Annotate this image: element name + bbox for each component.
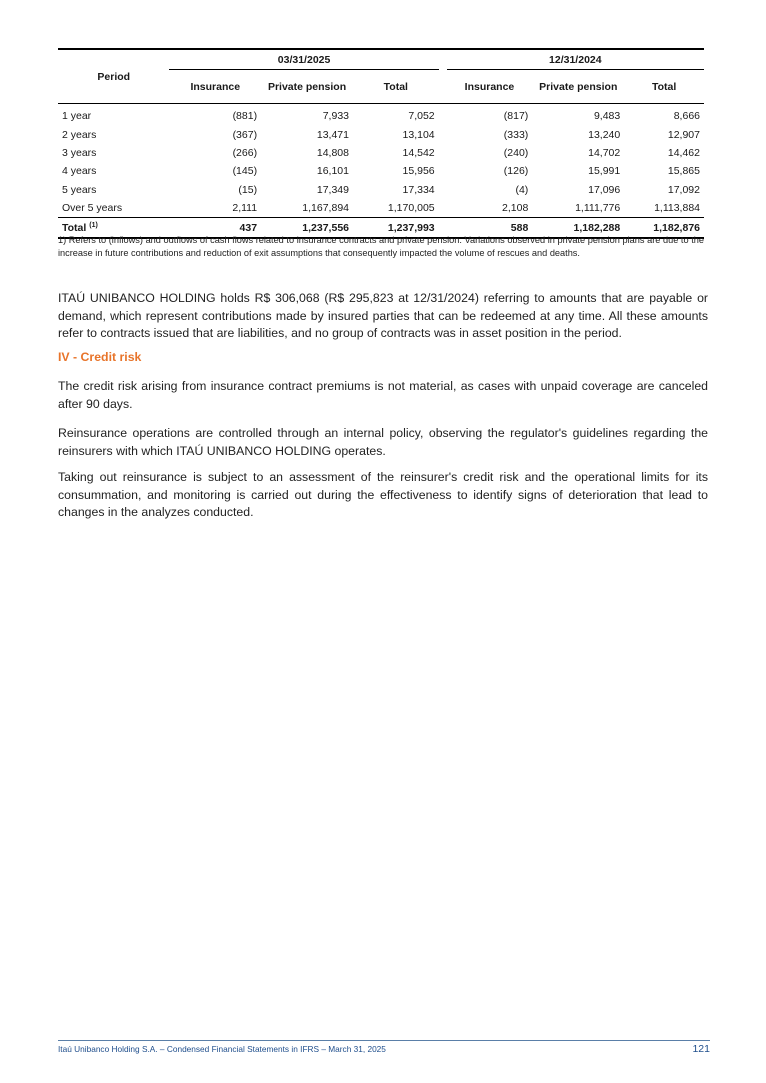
table-cell: 1,182,288 (532, 218, 624, 239)
table-cell: 2,111 (169, 199, 261, 218)
column-header: Total (383, 80, 408, 93)
footnote-mark: (1) (89, 221, 98, 229)
section-heading: IV - Credit risk (58, 350, 142, 364)
table-cell: 1,167,894 (261, 199, 353, 218)
table-row (58, 199, 704, 218)
table-row (58, 162, 704, 180)
table-cell: 1,170,005 (353, 199, 439, 218)
table-cell: 7,933 (322, 110, 349, 123)
table-row (58, 104, 704, 125)
table-cell: 13,104 (402, 128, 435, 141)
table-cell: 12,907 (667, 128, 700, 141)
table-cell: 15,991 (588, 165, 621, 178)
table-cell: 17,092 (667, 183, 700, 196)
paragraph: Reinsurance operations are controlled through an internal policy, observing the regulator's guidelines regarding the reinsurers with which ITAÚ UNIBANCO HOLDING operates. (58, 426, 708, 458)
table-cell: 17,349 (316, 183, 349, 196)
table-row (58, 181, 704, 199)
column-header: Insurance (464, 80, 515, 93)
table-cell: 1,113,884 (624, 199, 704, 218)
table-cell: (4) (515, 183, 529, 196)
column-header: Insurance (190, 80, 241, 93)
table-cell: (145) (232, 165, 258, 178)
table-cell: 14,542 (402, 146, 435, 159)
table-cell: 9,483 (593, 110, 621, 123)
table-cell: 7,052 (408, 110, 435, 123)
group-header-2025: 03/31/2025 (169, 50, 438, 70)
total-label: Total $^{(1)}$ (58, 218, 169, 239)
table-cell: (126) (503, 165, 529, 178)
table-cell: 17,096 (588, 183, 621, 196)
table-cell: 437 (169, 218, 261, 239)
table-cell: 16,101 (316, 165, 349, 178)
table-cell: 17,334 (402, 183, 435, 196)
column-header: Total (651, 80, 677, 93)
row-label: 1 year (62, 110, 92, 123)
table-cell: 15,956 (402, 165, 435, 178)
table-cell: 1,237,556 (261, 218, 353, 239)
table-cell: 14,808 (316, 146, 349, 159)
row-label: Over 5 years (58, 199, 169, 218)
period-header: Period (97, 70, 131, 83)
paragraph: ITAÚ UNIBANCO HOLDING holds R$ 306,068 (R$ 295,823 at 12/31/2024) referring to amounts that are payable or demand, which represent contributions made by insured parties that can be redeemed at any time. All these amounts refer to contracts issued that are liabilities, and no group of contracts was in asset position in the period. (58, 291, 708, 340)
page-number: 121 (692, 1043, 710, 1055)
paragraph: The credit risk arising from insurance contract premiums is not material, as cases with unpaid coverage are canceled after 90 days. (58, 379, 708, 411)
table-cell: 2,108 (447, 199, 533, 218)
table-cell: (333) (503, 128, 529, 141)
table-cell: (881) (232, 110, 258, 123)
table-cell: 1,111,776 (532, 199, 624, 218)
table-row (58, 125, 704, 143)
table-cell: (817) (503, 110, 529, 123)
table-cell: (266) (232, 146, 258, 159)
footer-text: Itaú Unibanco Holding S.A. – Condensed Financial Statements in IFRS – March 31, 2025 (58, 1044, 386, 1054)
table-cell: (367) (232, 128, 258, 141)
table-cell: 14,462 (667, 146, 700, 159)
paragraph: Taking out reinsurance is subject to an assessment of the reinsurer's credit risk and the operational limits for its consummation, and monitoring is carried out during the effectiveness to identify signs of deterioration that lead to changes in the analyzes conducted. (58, 470, 708, 519)
table-row (58, 144, 704, 162)
column-header: Private pension (539, 80, 618, 93)
column-header: Private pension (267, 80, 347, 93)
table-cell: 13,240 (588, 128, 621, 141)
group-header-2024: 12/31/2024 (447, 50, 704, 70)
row-label: 4 years (62, 165, 97, 178)
table-cell: (240) (503, 146, 529, 159)
row-label: 5 years (62, 183, 97, 196)
table-cell: (15) (238, 183, 258, 196)
table-cell: 1,182,876 (624, 218, 704, 239)
table-cell: 588 (447, 218, 533, 239)
table-cell: 8,666 (673, 110, 700, 123)
table-cell: 1,237,993 (353, 218, 439, 239)
table-cell: 14,702 (588, 146, 621, 159)
table-cell: 15,865 (667, 165, 700, 178)
table-cell: 13,471 (316, 128, 349, 141)
maturity-table (58, 48, 704, 239)
footer-divider (58, 1040, 710, 1041)
row-label: 2 years (62, 128, 97, 141)
row-label: 3 years (62, 146, 97, 159)
table-footnote: 1) Refers to (inflows) and outflows of cash flows related to insurance contracts and private pension. Variations observed in private pension plans are due to the increase in future contributions and reduction of exit assumptions that consequently impacted the volume of rescues and deaths. (58, 235, 704, 258)
